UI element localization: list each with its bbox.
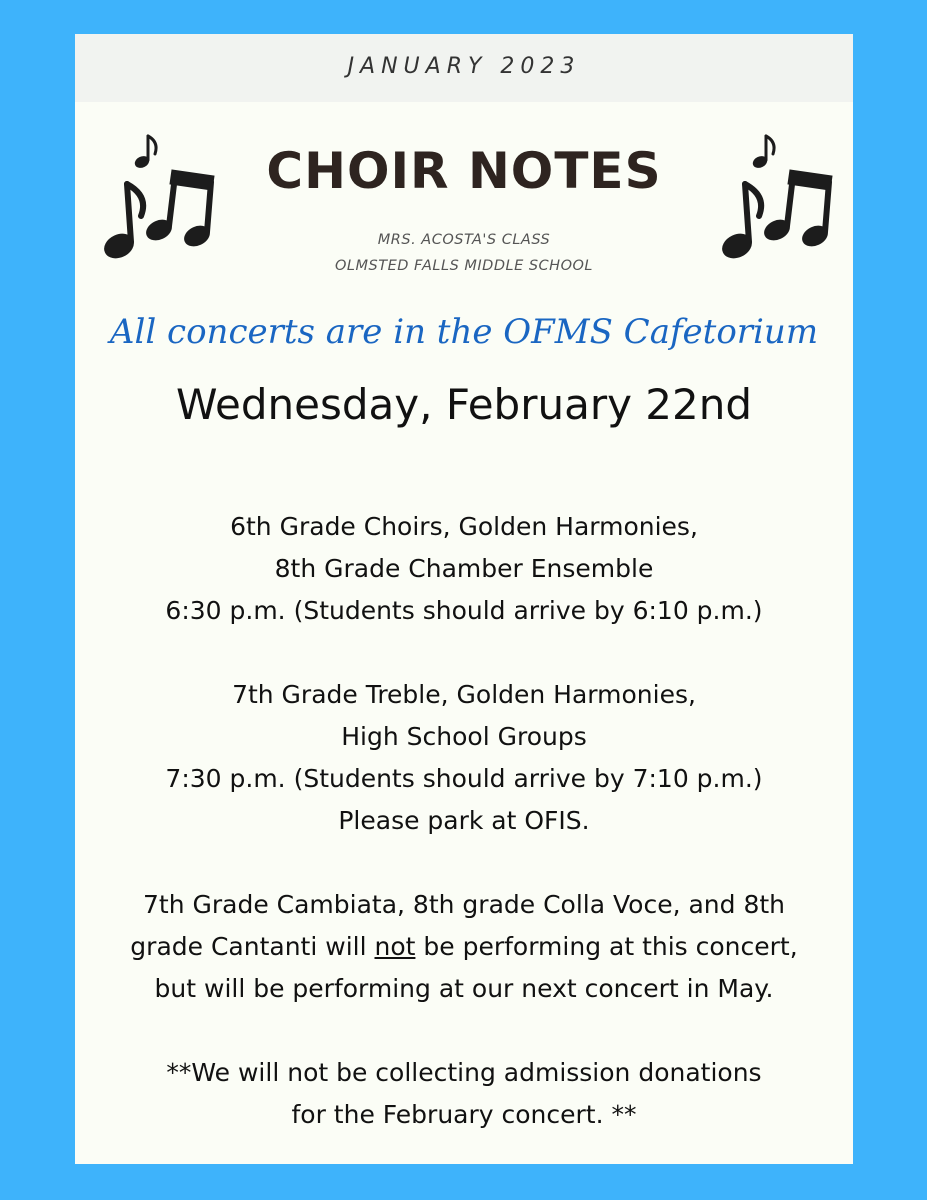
donation-note-line2: for the February concert. ** [291,1100,637,1129]
section3-line1: 7th Grade Cambiata, 8th grade Colla Voce, and 8th [142,890,786,919]
school-name: OLMSTED FALLS MIDDLE SCHOOL [335,258,593,274]
section2-line2: High School Groups [341,722,587,751]
donation-note-line1: **We will not be collecting admission donations [166,1058,762,1087]
section3-line2 [75,932,853,961]
location-banner: All concerts are in the OFMS Cafetorium [109,312,819,352]
section1-line2: 8th Grade Chamber Ensemble [274,554,654,583]
section2-line1: 7th Grade Treble, Golden Harmonies, [232,680,696,709]
header-bar [75,34,853,102]
concert-date: Wednesday, February 22nd [175,380,753,429]
not-emphasis: not [374,932,416,961]
section3-line2-post: be performing at this concert, [415,932,798,961]
page-title: CHOIR NOTES [266,142,662,200]
parking-note: Please park at OFIS. [338,806,590,835]
section1-time: 6:30 p.m. (Students should arrive by 6:10 p.m.) [165,596,763,625]
section2-time: 7:30 p.m. (Students should arrive by 7:10 p.m.) [165,764,763,793]
month-label: JANUARY 2023 [347,54,581,79]
class-name: MRS. ACOSTA'S CLASS [377,232,551,248]
section3-line3: but will be performing at our next concert in May. [154,974,774,1003]
section1-line1: 6th Grade Choirs, Golden Harmonies, [230,512,698,541]
section3-line2-pre: grade Cantanti will [130,932,375,961]
newsletter-card [75,34,853,1164]
